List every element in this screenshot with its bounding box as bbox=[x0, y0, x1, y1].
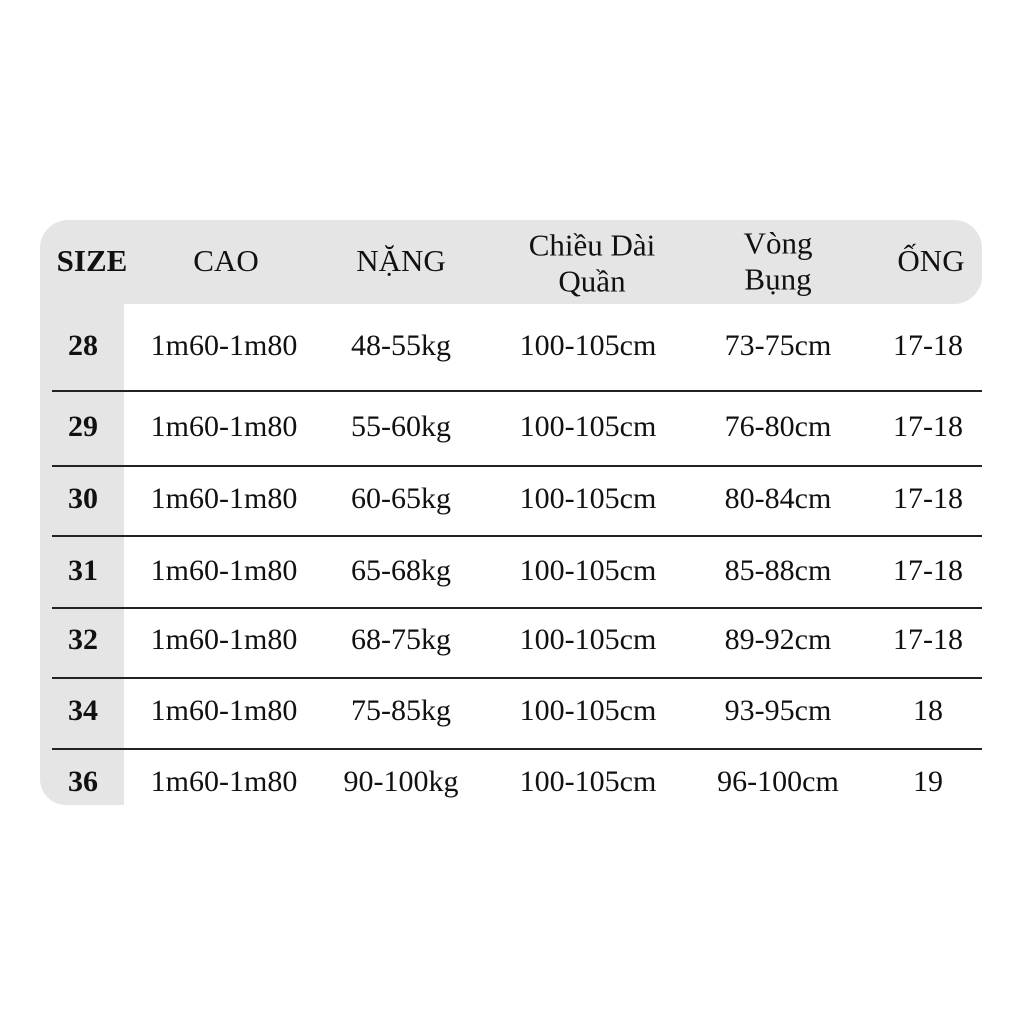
cell-nang: 60-65kg bbox=[351, 482, 451, 515]
cell-cao: 1m60-1m80 bbox=[150, 329, 298, 362]
cell-vong-bung: 80-84cm bbox=[724, 482, 832, 515]
cell-chieu-dai: 100-105cm bbox=[519, 623, 657, 656]
cell-chieu-dai: 100-105cm bbox=[519, 482, 657, 515]
cell-size: 36 bbox=[68, 765, 98, 798]
cell-chieu-dai: 100-105cm bbox=[519, 765, 657, 798]
cell-nang: 55-60kg bbox=[351, 410, 451, 443]
cell-size: 28 bbox=[68, 329, 98, 362]
header-line: Chiều Dài bbox=[528, 227, 656, 263]
row-divider bbox=[52, 390, 982, 392]
header-ong: ỐNG bbox=[897, 243, 965, 279]
cell-nang: 65-68kg bbox=[351, 554, 451, 587]
cell-vong-bung: 76-80cm bbox=[724, 410, 832, 443]
cell-vong-bung: 96-100cm bbox=[717, 765, 839, 798]
cell-ong: 17-18 bbox=[893, 329, 963, 362]
header-nang: NẶNG bbox=[356, 243, 446, 279]
cell-nang: 48-55kg bbox=[351, 329, 451, 362]
cell-vong-bung: 73-75cm bbox=[724, 329, 832, 362]
cell-ong: 17-18 bbox=[893, 554, 963, 587]
row-divider bbox=[52, 465, 982, 467]
cell-ong: 17-18 bbox=[893, 410, 963, 443]
header-size: SIZE bbox=[56, 243, 128, 279]
cell-chieu-dai: 100-105cm bbox=[519, 694, 657, 727]
cell-cao: 1m60-1m80 bbox=[150, 554, 298, 587]
cell-ong: 18 bbox=[913, 694, 943, 727]
cell-cao: 1m60-1m80 bbox=[150, 765, 298, 798]
row-divider bbox=[52, 535, 982, 537]
cell-nang: 90-100kg bbox=[343, 765, 459, 798]
cell-cao: 1m60-1m80 bbox=[150, 623, 298, 656]
cell-cao: 1m60-1m80 bbox=[150, 410, 298, 443]
cell-cao: 1m60-1m80 bbox=[150, 482, 298, 515]
header-line: Quần bbox=[558, 263, 626, 298]
cell-vong-bung: 89-92cm bbox=[724, 623, 832, 656]
header-background bbox=[40, 220, 982, 304]
cell-nang: 75-85kg bbox=[351, 694, 451, 727]
cell-size: 29 bbox=[68, 410, 98, 443]
row-divider bbox=[52, 607, 982, 609]
cell-ong: 19 bbox=[913, 765, 943, 798]
header-line: Vòng bbox=[743, 225, 813, 261]
cell-vong-bung: 93-95cm bbox=[724, 694, 832, 727]
header-cao: CAO bbox=[193, 243, 259, 279]
header-line: Bụng bbox=[744, 261, 812, 296]
cell-size: 31 bbox=[68, 554, 98, 587]
header-chieu-dai-quan bbox=[529, 227, 656, 298]
cell-nang: 68-75kg bbox=[351, 623, 451, 656]
cell-ong: 17-18 bbox=[893, 482, 963, 515]
row-divider bbox=[52, 677, 982, 679]
cell-cao: 1m60-1m80 bbox=[150, 694, 298, 727]
cell-size: 34 bbox=[68, 694, 98, 727]
cell-chieu-dai: 100-105cm bbox=[519, 554, 657, 587]
cell-size: 30 bbox=[68, 482, 98, 515]
row-divider bbox=[52, 748, 982, 750]
cell-chieu-dai: 100-105cm bbox=[519, 410, 657, 443]
cell-chieu-dai: 100-105cm bbox=[519, 329, 657, 362]
cell-ong: 17-18 bbox=[893, 623, 963, 656]
cell-vong-bung: 85-88cm bbox=[724, 554, 832, 587]
header-vong-bung bbox=[744, 225, 813, 296]
cell-size: 32 bbox=[68, 623, 98, 656]
